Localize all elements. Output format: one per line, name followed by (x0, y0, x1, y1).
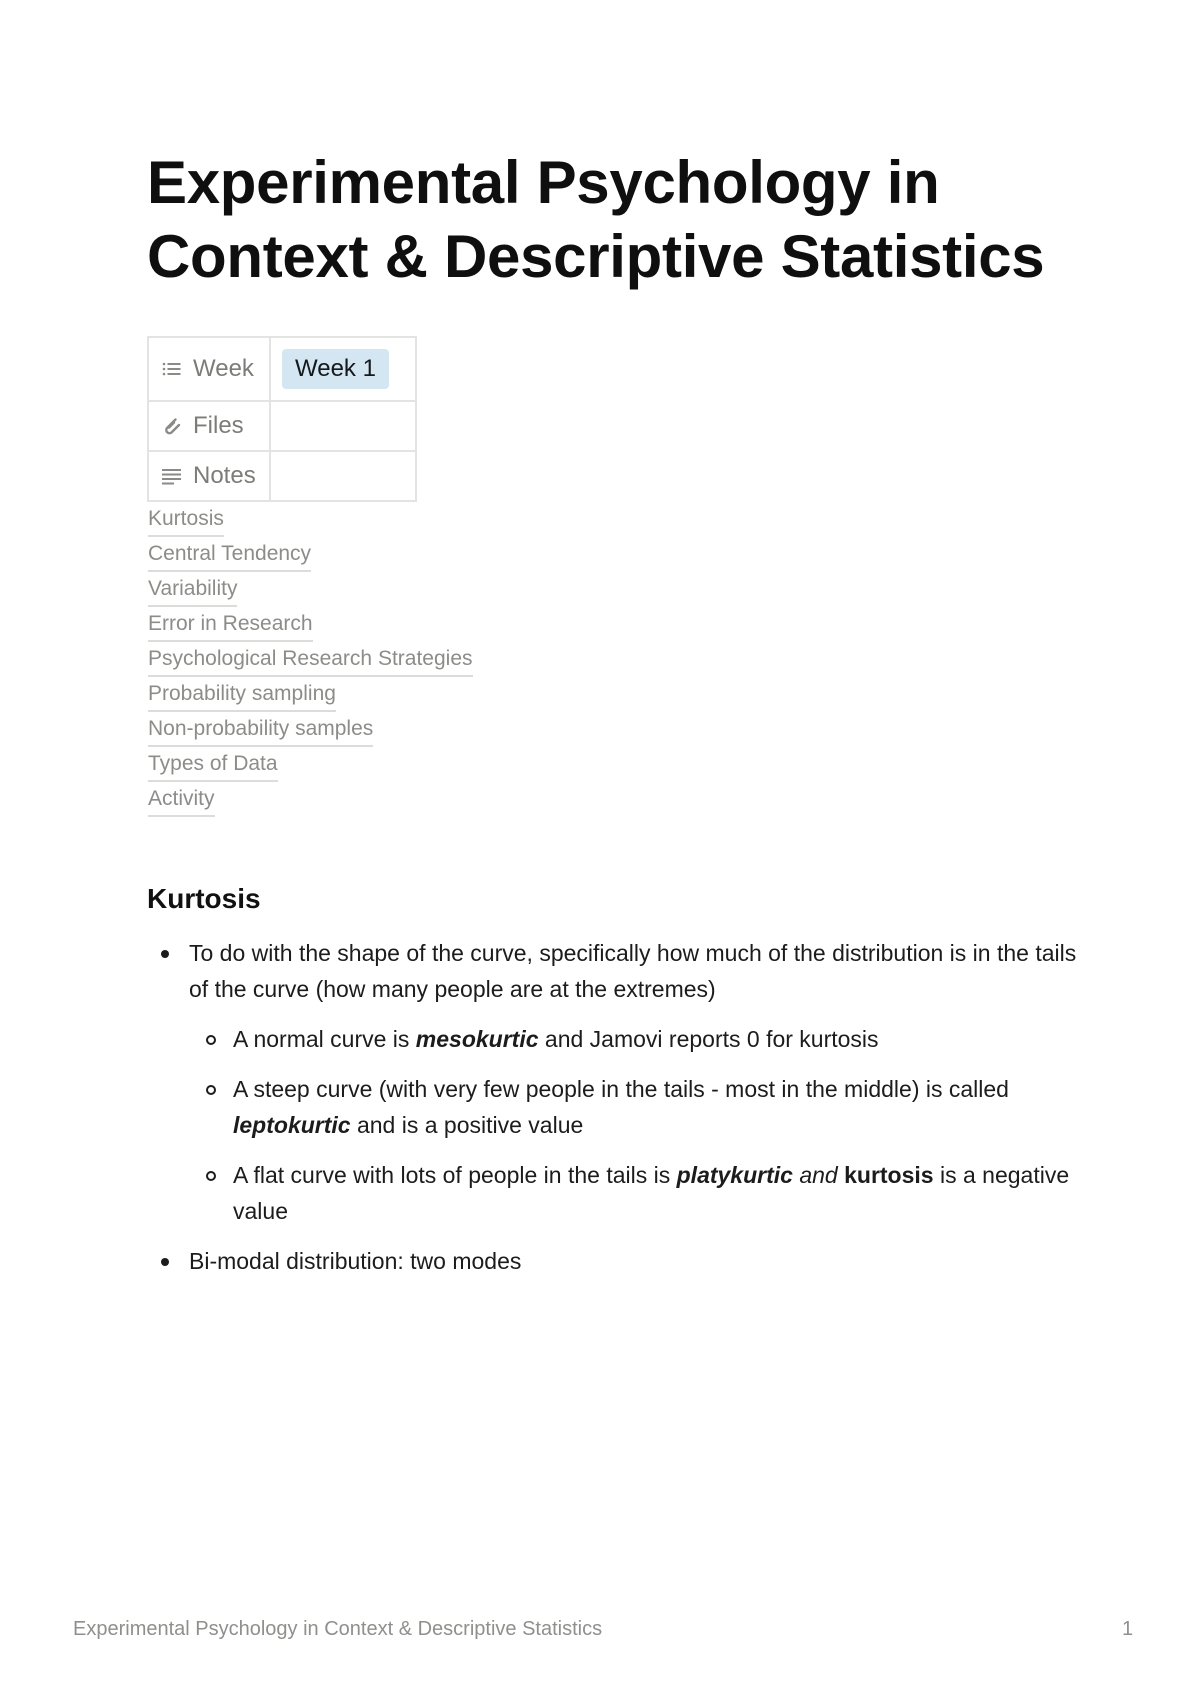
toc-link-probability-sampling[interactable]: Probability sampling (148, 680, 336, 712)
property-row-week (148, 337, 416, 401)
property-value-cell[interactable] (270, 401, 416, 451)
bullet-text: Bi-modal distribution: two modes (189, 1248, 522, 1274)
term-kurtosis: kurtosis (844, 1162, 934, 1188)
text-run: and Jamovi reports 0 for kurtosis (538, 1026, 879, 1052)
bullet-text: To do with the shape of the curve, specifically how much of the distribution is in the tails of the curve (how many people are at the extremes) (189, 940, 1077, 1002)
property-value-cell[interactable] (270, 337, 416, 401)
bullet-list (147, 935, 1077, 1293)
text-run: and (792, 1162, 838, 1188)
section-heading: Kurtosis (147, 883, 261, 914)
list-item (147, 935, 1077, 1229)
toc-link-central-tendency[interactable]: Central Tendency (148, 540, 311, 572)
property-value-cell[interactable] (270, 451, 416, 501)
text-run: A flat curve with lots of people in the tails is (233, 1162, 677, 1188)
text-run: A normal curve is (233, 1026, 416, 1052)
toc-link-kurtosis[interactable]: Kurtosis (148, 505, 224, 537)
term-leptokurtic: leptokurtic (233, 1112, 351, 1138)
text-lines-icon (161, 465, 183, 487)
toc-link-error-in-research[interactable]: Error in Research (148, 610, 313, 642)
week-tag[interactable]: Week 1 (282, 349, 389, 389)
sub-list-item (189, 1157, 1077, 1229)
sub-list-item (189, 1021, 1077, 1057)
property-row-files (148, 401, 416, 451)
text-run: and is a positive value (350, 1112, 584, 1138)
text-run: is a negative value (233, 1162, 1070, 1224)
page-number: 1 (1122, 1618, 1134, 1640)
property-key-label: Notes (193, 462, 256, 489)
property-key-label: Files (193, 412, 244, 439)
table-of-contents (148, 505, 473, 820)
paperclip-icon (161, 415, 183, 437)
list-item (147, 1243, 1077, 1279)
toc-link-types-of-data[interactable]: Types of Data (148, 750, 278, 782)
property-row-notes (148, 451, 416, 501)
toc-link-non-probability-samples[interactable]: Non-probability samples (148, 715, 373, 747)
toc-link-variability[interactable]: Variability (148, 575, 237, 607)
sub-list-item (189, 1071, 1077, 1143)
toc-link-psychological-research-strategies[interactable]: Psychological Research Strategies (148, 645, 473, 677)
list-icon (161, 358, 183, 380)
page-title: Experimental Psychology in Context & Descriptive Statistics (147, 149, 1045, 290)
term-platykurtic: platykurtic (676, 1162, 793, 1188)
sub-list (189, 1021, 1077, 1229)
term-mesokurtic: mesokurtic (415, 1026, 539, 1052)
property-key-cell (148, 337, 270, 401)
property-key-cell (148, 451, 270, 501)
text-run: A steep curve (with very few people in the tails - most in the middle) is called (233, 1076, 1009, 1102)
property-key-label: Week (193, 355, 254, 382)
toc-link-activity[interactable]: Activity (148, 785, 215, 817)
property-key-cell (148, 401, 270, 451)
footer-title: Experimental Psychology in Context & Descriptive Statistics (73, 1618, 603, 1640)
properties-table (147, 336, 417, 502)
